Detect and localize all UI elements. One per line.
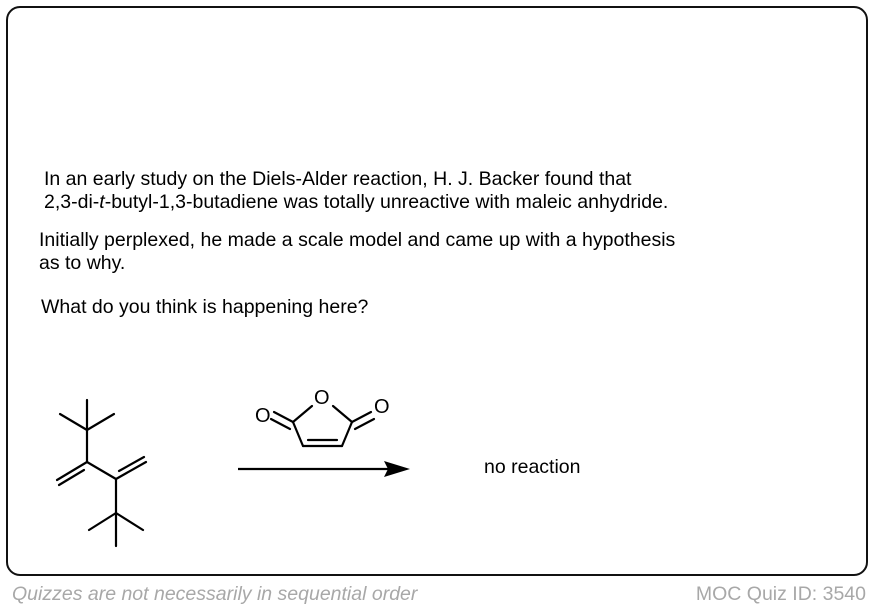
question-line-4: as to why. bbox=[39, 252, 126, 274]
question-prompt: What do you think is happening here? bbox=[41, 296, 369, 318]
footer-disclaimer: Quizzes are not necessarily in sequential order bbox=[12, 583, 418, 605]
question-line-3: Initially perplexed, he made a scale model and came up with a hypothesis bbox=[39, 229, 676, 251]
tert-label: t bbox=[99, 191, 105, 213]
reaction-arrow bbox=[238, 461, 410, 477]
quiz-id-label: MOC Quiz ID: 3540 bbox=[695, 583, 866, 605]
carbonyl-oxygen-right-label: O bbox=[374, 396, 390, 418]
maleic-anhydride-structure bbox=[255, 387, 390, 446]
question-line-2-prefix: 2,3-di- bbox=[44, 191, 100, 213]
diene-structure bbox=[57, 400, 146, 546]
reaction-result-label: no reaction bbox=[484, 456, 581, 478]
ring-oxygen-label: O bbox=[314, 387, 330, 409]
question-line-1: In an early study on the Diels-Alder reaction, H. J. Backer found that bbox=[44, 168, 632, 190]
carbonyl-oxygen-left-label: O bbox=[255, 405, 271, 427]
question-line-2-suffix: -butyl-1,3-butadiene was totally unreactive with maleic anhydride. bbox=[104, 191, 669, 213]
